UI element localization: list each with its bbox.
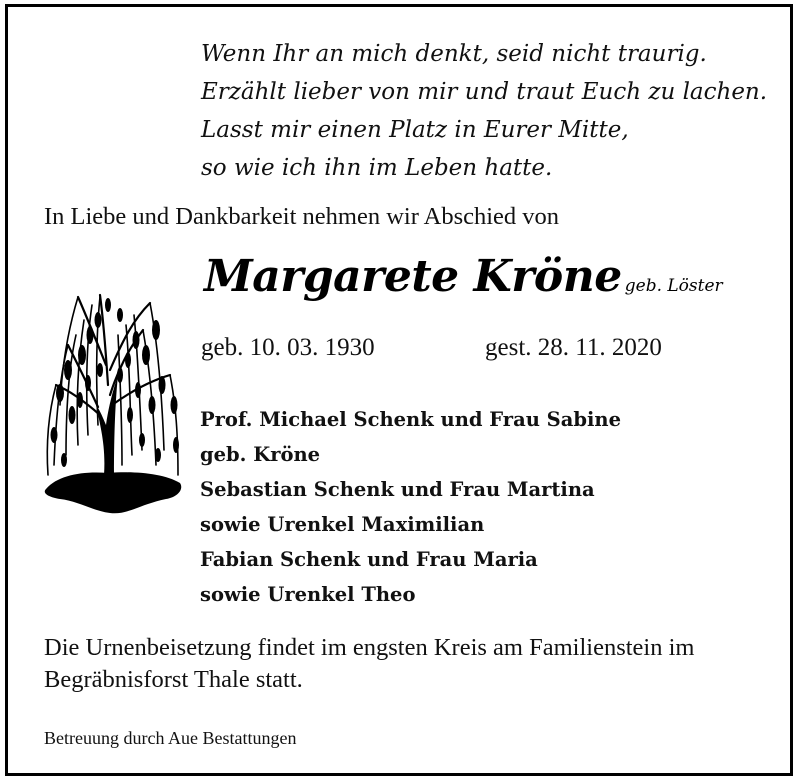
obituary-frame [5,4,793,776]
deceased-name: Margarete Kröne [204,251,622,302]
mourner-line: sowie Urenkel Theo [200,583,416,606]
memorial-poem [201,35,767,187]
poem-line: Wenn Ihr an mich denkt, seid nicht traurig. [201,41,707,67]
mourner-line: Sebastian Schenk und Frau Martina [200,478,595,501]
deceased-name-line [204,251,723,302]
poem-line: Erzählt lieber von mir und traut Euch zu lachen. [201,79,768,105]
burial-notice: Die Urnenbeisetzung findet im engsten Kreis am Familienstein im Begräbnisforst Thale statt. [44,634,695,693]
mourners-list [200,402,621,612]
farewell-intro: In Liebe und Dankbarkeit nehmen wir Abschied von [44,203,560,230]
maiden-name: geb. Löster [624,276,723,296]
undertaker-credit: Betreuung durch Aue Bestattungen [44,728,297,748]
poem-line: so wie ich ihn im Leben hatte. [201,155,553,181]
mourner-line: sowie Urenkel Maximilian [200,513,485,536]
mourner-line: Prof. Michael Schenk und Frau Sabine [200,408,622,431]
poem-line: Lasst mir einen Platz in Eurer Mitte, [201,117,629,143]
birth-date: geb. 10. 03. 1930 [201,334,375,361]
mourner-line: Fabian Schenk und Frau Maria [200,548,538,571]
death-date: gest. 28. 11. 2020 [485,334,662,361]
mourner-line: geb. Kröne [200,443,321,466]
weeping-willow-tree-icon [38,275,188,523]
